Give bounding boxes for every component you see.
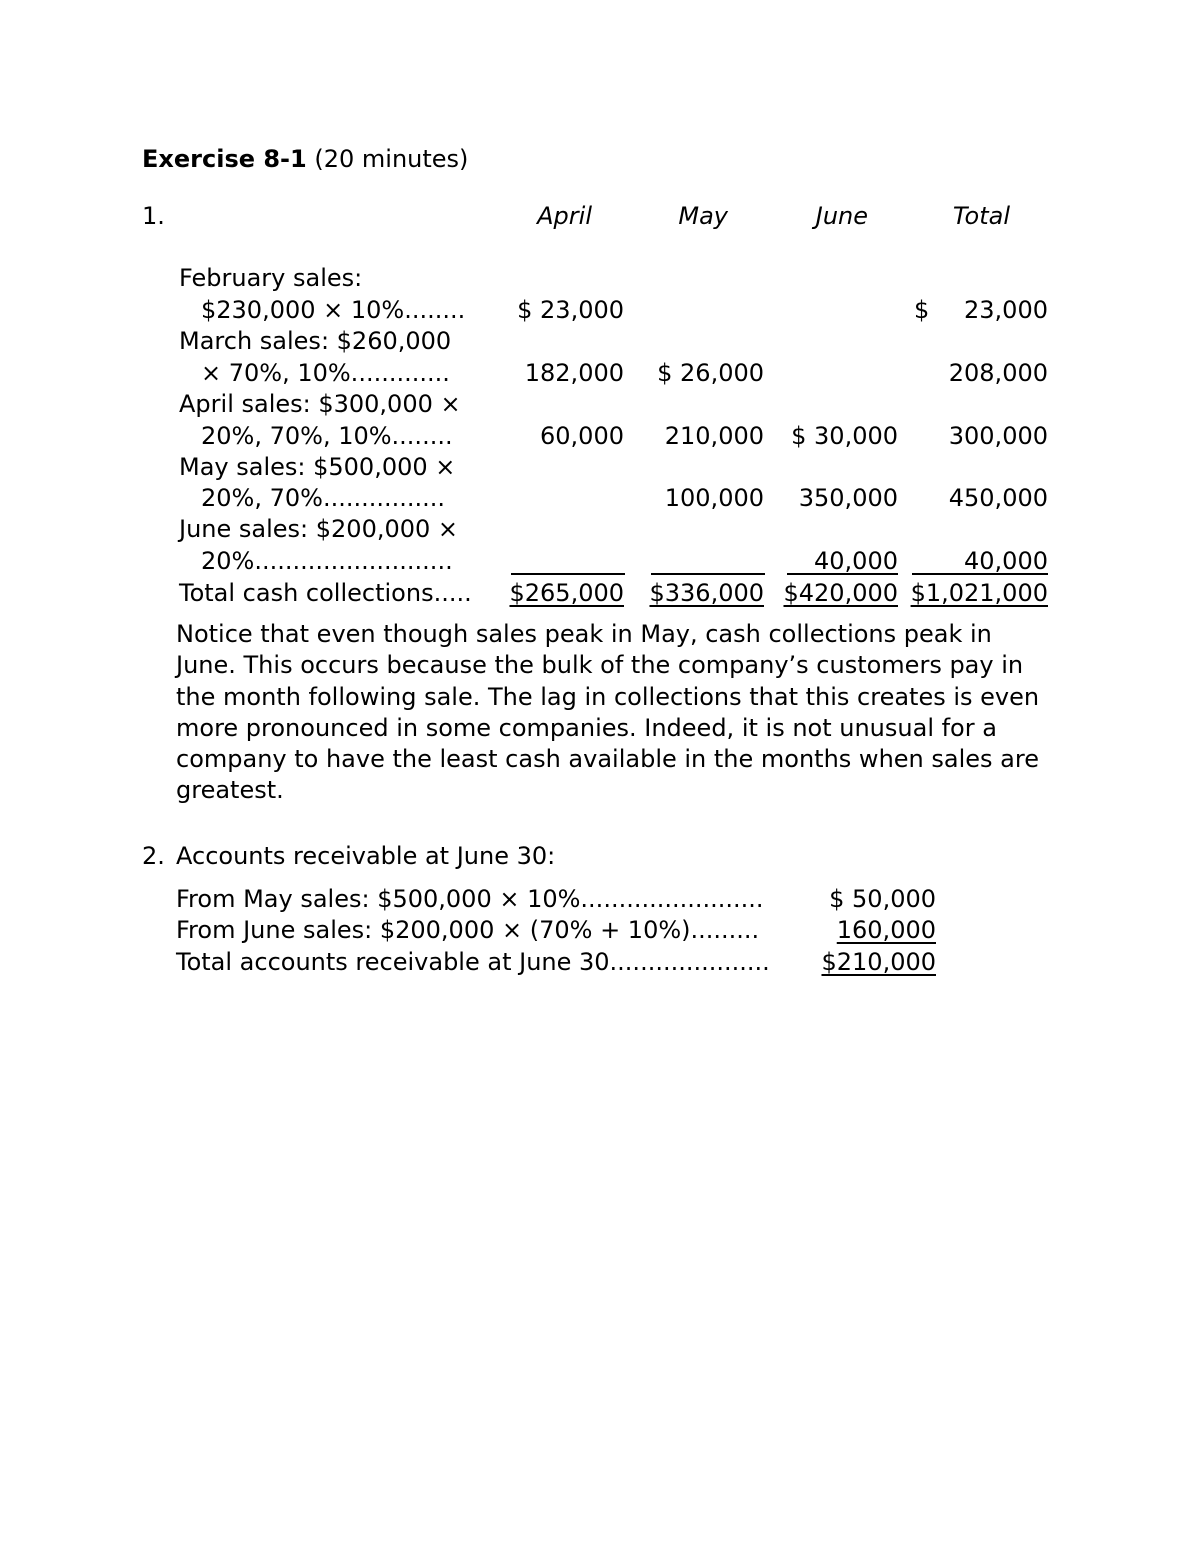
row-label-line2: 20%.......................... bbox=[201, 547, 453, 575]
cell-total: 23,000 bbox=[964, 296, 1048, 324]
column-header-june: June bbox=[815, 202, 868, 230]
receivable-row-value: 160,000 bbox=[836, 916, 936, 944]
total-april bbox=[490, 577, 624, 609]
receivable-total-value: $210,000 bbox=[821, 948, 936, 976]
cell-june: $ 30,000 bbox=[791, 422, 898, 450]
row-label-line2: 20%, 70%................ bbox=[201, 484, 446, 512]
receivable-total-value-wrap bbox=[800, 946, 936, 978]
cell-april: 182,000 bbox=[524, 359, 624, 387]
total-june bbox=[764, 577, 898, 609]
row-label-line1: May sales: $500,000 × bbox=[179, 453, 456, 481]
cell-total: 208,000 bbox=[948, 359, 1048, 387]
exercise-heading bbox=[142, 143, 468, 175]
row-label-line2: 20%, 70%, 10%........ bbox=[201, 422, 453, 450]
row-label-line1: February sales: bbox=[179, 264, 363, 292]
cell-total: 450,000 bbox=[948, 484, 1048, 512]
total-row-label: Total cash collections..... bbox=[179, 579, 472, 607]
cell-may: 210,000 bbox=[664, 422, 764, 450]
cell-total: 40,000 bbox=[964, 547, 1048, 575]
rule-may bbox=[651, 573, 765, 575]
notice-paragraph: Notice that even though sales peak in May, cash collections peak in June. This occurs because the bulk of the company’s customers pay in the month following sale. The lag in collections that this creates is even more pronounced in some companies. Indeed, it is not unusual for a company to have the least cash available in the months when sales are greatest. bbox=[176, 620, 1040, 805]
cell-total-dollar-sign: $ bbox=[914, 296, 930, 324]
receivable-row-value: $ 50,000 bbox=[829, 885, 936, 913]
rule-april bbox=[511, 573, 625, 575]
cell-april: $ 23,000 bbox=[517, 296, 624, 324]
cell-april: 60,000 bbox=[540, 422, 624, 450]
receivable-row-value-wrap bbox=[800, 914, 936, 946]
receivable-row-label: From May sales: $500,000 × 10%........................ bbox=[176, 885, 764, 913]
cell-june: 350,000 bbox=[798, 484, 898, 512]
total-may-value: $336,000 bbox=[649, 579, 764, 607]
column-header-april: April bbox=[537, 202, 592, 230]
cell-total: 300,000 bbox=[948, 422, 1048, 450]
cell-june: 40,000 bbox=[814, 547, 898, 575]
row-label-line2: $230,000 × 10%........ bbox=[201, 296, 466, 324]
rule-june bbox=[787, 573, 898, 575]
row-label-line1: April sales: $300,000 × bbox=[179, 390, 461, 418]
row-label-line2: × 70%, 10%............. bbox=[201, 359, 450, 387]
rule-total bbox=[912, 573, 1048, 575]
receivable-total-label: Total accounts receivable at June 30..................... bbox=[176, 948, 770, 976]
cell-may: $ 26,000 bbox=[657, 359, 764, 387]
part2-heading: Accounts receivable at June 30: bbox=[176, 842, 556, 870]
cell-may: 100,000 bbox=[664, 484, 764, 512]
total-may bbox=[630, 577, 764, 609]
exercise-duration: (20 minutes) bbox=[314, 145, 469, 173]
total-april-value: $265,000 bbox=[509, 579, 624, 607]
column-header-may: May bbox=[678, 202, 728, 230]
part-number-1: 1. bbox=[142, 202, 165, 230]
total-total-value: $1,021,000 bbox=[910, 579, 1048, 607]
receivable-row-label: From June sales: $200,000 × (70% + 10%)......... bbox=[176, 916, 760, 944]
row-label-line1: March sales: $260,000 bbox=[179, 327, 452, 355]
part-number-2: 2. bbox=[142, 842, 165, 870]
row-label-line1: June sales: $200,000 × bbox=[179, 515, 459, 543]
total-june-value: $420,000 bbox=[783, 579, 898, 607]
total-total bbox=[880, 577, 1048, 609]
exercise-title: Exercise 8-1 bbox=[142, 145, 307, 173]
column-header-total: Total bbox=[952, 202, 1010, 230]
